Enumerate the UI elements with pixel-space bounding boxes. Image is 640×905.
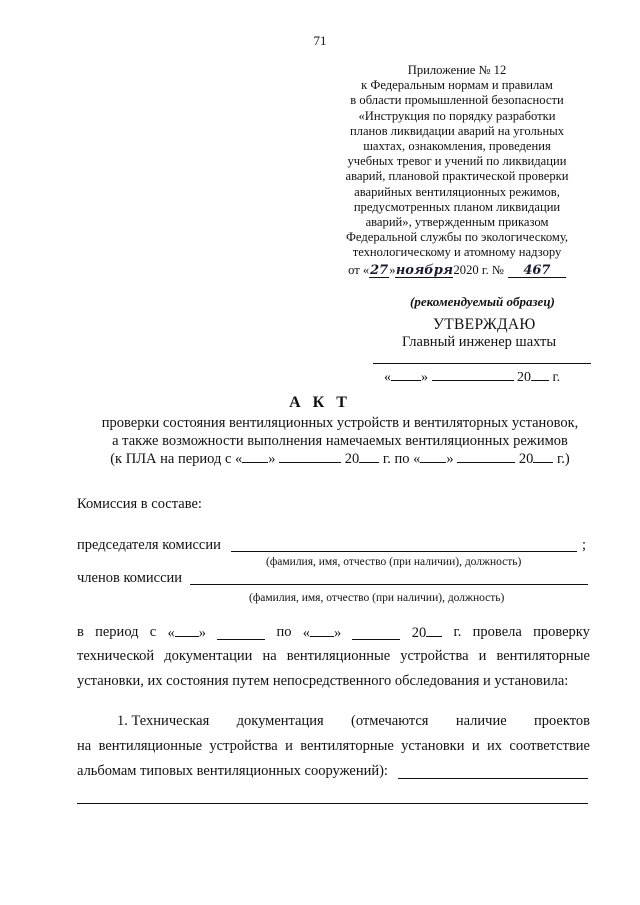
year-suffix: г. xyxy=(552,370,561,385)
act-title: А К Т xyxy=(289,394,351,411)
period-to-day-blank xyxy=(420,450,446,463)
appendix-line: аварий», утвержденным приказом xyxy=(365,215,549,230)
order-line xyxy=(322,263,592,278)
chairman-line xyxy=(231,551,577,552)
chairman-caption: (фамилия, имя, отчество (при наличии), должность) xyxy=(266,556,522,568)
item1-answer-line-2 xyxy=(77,803,588,804)
signature-line xyxy=(373,363,591,364)
period-from-day-blank xyxy=(242,450,268,463)
members-caption: (фамилия, имя, отчество (при наличии), должность) xyxy=(249,592,505,604)
period-paragraph-line xyxy=(77,624,590,642)
day-blank xyxy=(391,368,421,381)
word: « xyxy=(302,625,310,641)
word: документация xyxy=(236,713,324,729)
word: проектов xyxy=(533,713,590,729)
appendix-line: аварийных вентиляционных режимов, xyxy=(354,184,560,199)
appendix-line: в области промышленной безопасности xyxy=(350,93,564,108)
period-to-year: 20 xyxy=(518,451,534,467)
word: г. xyxy=(453,624,462,640)
period-close: г.) xyxy=(557,451,570,467)
to-day-field xyxy=(303,624,342,642)
word: » xyxy=(333,625,342,641)
from-month-blank xyxy=(217,627,265,640)
page-number: 71 xyxy=(313,33,327,48)
period-open: (к ПЛА на период с « xyxy=(110,451,243,467)
word: « xyxy=(167,625,175,641)
year-field xyxy=(412,624,443,642)
year-prefix: 20 xyxy=(517,370,531,385)
order-prefix: от « xyxy=(348,262,370,277)
approve-title: УТВЕРЖДАЮ xyxy=(433,316,536,333)
word: с xyxy=(149,624,157,640)
act-period-line xyxy=(40,450,640,468)
act-subtitle-line: проверки состояния вентиляционных устройств и вентиляторных установок, xyxy=(101,415,579,431)
blank xyxy=(175,624,199,637)
order-mid: » xyxy=(389,262,396,277)
appendix-line: аварий, плановой практической проверки xyxy=(345,169,569,184)
date-open-quote: « xyxy=(384,370,391,385)
from-day-field xyxy=(167,624,206,642)
word: наличие xyxy=(455,713,507,729)
word: провела xyxy=(472,624,522,640)
word: в xyxy=(77,624,84,640)
recommended-sample-note: (рекомендуемый образец) xyxy=(410,294,555,309)
item1-line: на вентиляционные устройства и вентиляторные установки и их соответствие xyxy=(77,738,590,754)
word: проверку xyxy=(533,624,590,640)
period-to-year-blank xyxy=(533,450,553,463)
appendix-line: шахтах, ознакомления, проведения xyxy=(363,139,551,154)
members-line xyxy=(190,584,588,585)
period-to: г. по « xyxy=(382,451,421,467)
appendix-line: технологическому и атомному надзору xyxy=(352,245,562,260)
commission-heading: Комиссия в составе: xyxy=(77,496,202,512)
to-month-blank xyxy=(352,627,400,640)
blank xyxy=(310,624,334,637)
month-blank xyxy=(432,368,514,381)
appendix-line: к Федеральным нормам и правилам xyxy=(361,78,553,93)
date-close-quote: » xyxy=(421,370,428,385)
order-year: 2020 г. № xyxy=(453,262,504,277)
appendix-line: учебных тревог и учений по ликвидации xyxy=(347,154,567,169)
period-paragraph-line: установки, их состояния путем непосредственного обследования и установила: xyxy=(77,673,569,689)
item1-line: альбомам типовых вентиляционных сооружений): xyxy=(77,763,388,779)
word: 1. Техническая xyxy=(117,713,210,729)
period-quote: » xyxy=(268,451,276,467)
word: по xyxy=(276,624,292,640)
word: период xyxy=(95,624,139,640)
item1-answer-line xyxy=(398,778,588,779)
chairman-end: ; xyxy=(582,537,587,553)
appendix-line: Федеральной службы по экологическому, xyxy=(345,230,569,245)
word: 20 xyxy=(411,625,427,641)
appendix-line: предусмотренных планом ликвидации xyxy=(353,199,561,214)
appendix-block xyxy=(322,63,592,278)
appendix-line: «Инструкция по порядку разработки xyxy=(358,108,556,123)
approve-date xyxy=(384,368,560,386)
word: » xyxy=(198,625,206,641)
period-from-year: 20 xyxy=(344,451,360,467)
order-day: 27 xyxy=(370,262,389,278)
period-from-month-blank xyxy=(279,450,341,463)
item1-line xyxy=(117,713,590,730)
period-to-month-blank xyxy=(457,450,515,463)
order-month: ноября xyxy=(395,262,454,278)
year-blank xyxy=(531,368,549,381)
chairman-label: председателя комиссии xyxy=(77,537,221,553)
order-number: 467 xyxy=(508,264,566,278)
word: (отмечаются xyxy=(351,713,429,729)
appendix-line: Приложение № 12 xyxy=(407,63,507,77)
act-subtitle-line: а также возможности выполнения намечаемых вентиляционных режимов xyxy=(112,433,568,449)
period-quote: » xyxy=(446,451,454,467)
appendix-line: планов ликвидации аварий на угольных xyxy=(349,123,565,138)
blank xyxy=(426,624,442,637)
period-from-year-blank xyxy=(359,450,379,463)
members-label: членов комиссии xyxy=(77,570,183,586)
approver-position: Главный инженер шахты xyxy=(402,334,557,350)
period-paragraph-line: технической документации на вентиляционные устройства и вентиляторные xyxy=(77,648,590,664)
